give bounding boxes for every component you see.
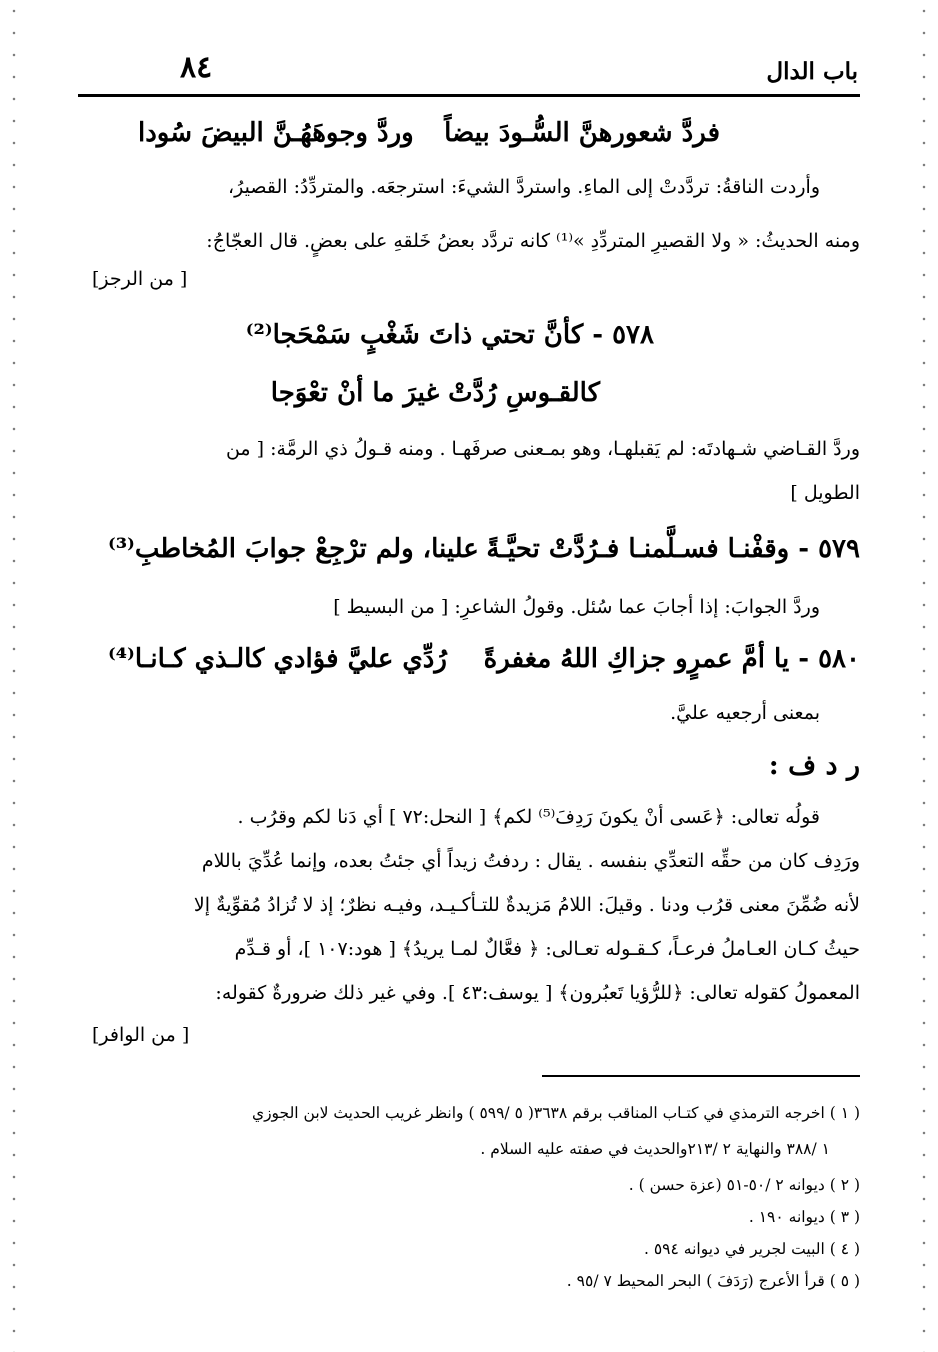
- paragraph-5-meter-label: [ من الوافر]: [92, 1024, 190, 1046]
- paragraph-2-line-2: الطويل ]: [790, 482, 860, 504]
- footnote-rule: [542, 1075, 860, 1077]
- footnote-5: ( ٥ ) قرأ الأعرج (رَدَفَ ) البحر المحيط ٧ /٩٥ .: [566, 1272, 860, 1290]
- header-rule: [78, 94, 860, 97]
- verse-579-right: ٥٧٩ - وقفْنـا فسـلَّمنـا فـرُدَّتْ تحيَّـةً: [486, 534, 860, 564]
- page-number: ٨٤: [180, 50, 213, 85]
- verse-578-line-2: كالقـوسِ رُدَّتْ غيرَ ما أنْ تعْوَجا: [270, 378, 600, 408]
- verse-580-left: رُدِّي عليَّ فؤادي كالـذي كـانـا⁽⁴⁾: [108, 644, 447, 674]
- verse-578-line-1: ٥٧٨ - كأنَّ تحتي ذاتَ شَغْبٍ سَمْحَجا⁽²⁾: [245, 320, 654, 350]
- paragraph-2-line-1: وردَّ القـاضي شـهادتَه: لم يَقبلهـا، وهو بمـعنى صرفَهـا . ومنه قـولُ ذي الرمَّة: [ من: [225, 438, 860, 460]
- paragraph-1-line-1: وأردت الناقةُ: تردَّدتْ إلى الماءِ. واستردَّ الشيءَ: استرجعَه. والمتردِّدُ: القصيرُ،: [228, 176, 820, 198]
- footnote-3: ( ٣ ) ديوانه ١٩٠ .: [748, 1208, 860, 1226]
- paragraph-5-line-2: ورَدِف كان من حقِّه التعدِّي بنفسه . يقال : ردفتُ زيداً أي جئتُ بعده، وإنما عُدِّيَ باللام: [201, 850, 860, 872]
- left-margin-dots: [12, 0, 16, 1352]
- footnote-1-line-2: ١ /٣٨٨ والنهاية ٢ /٢١٣والحديث في صفته عليه السلام .: [480, 1140, 830, 1158]
- paragraph-5-line-3: لأنه ضُمِّنَ معنى قرُب ودنا . وقيلَ: اللامُ مَزيدةٌ للتـأكـيـد، وفيـه نظرٌ؛ إذ لا تُزادُ مُقوِّيةٌ إلا: [193, 894, 860, 916]
- paragraph-5-line-5: المعمولُ كقوله تعالى: ﴿للرُّؤيا تَعبُرون﴾ [ يوسف:٤٣ ]. وفي غير ذلك ضرورةٌ كقوله:: [215, 982, 860, 1004]
- paragraph-5-line-4: حيثُ كـان العـاملُ فرعـاً، كـقـوله تعـالى: ﴿ فعَّالٌ لمـا يريدُ﴾ [ هود:١٠٧ ]، أو قـدِّم: [234, 938, 860, 960]
- opening-verse-left: وردَّ وجوهَهُـنَّ البيضَ سُودا: [138, 118, 414, 148]
- section-heading: ر د ف :: [768, 750, 860, 781]
- footnote-1-line-1: ( ١ ) اخرجه الترمذي في كتـاب المناقب برقم ٣٦٣٨( ٥ /٥٩٩ ) وانظر غريب الحديث لابن الجوزي: [251, 1104, 860, 1122]
- paragraph-3-line-1: وردَّ الجوابَ: إذا أجابَ عما سُئل. وقولُ الشاعرِ: [ من البسيط ]: [333, 596, 820, 618]
- verse-580-right: ٥٨٠ - يا أمَّ عمرٍو جزاكِ اللهُ مغفرةً: [483, 644, 860, 674]
- verse-579-left: علينا، ولم ترْجِعْ جوابَ المُخاطبِ⁽³⁾: [108, 534, 479, 564]
- paragraph-5-line-1: قولُه تعالى: ﴿عَسى أنْ يكونَ رَدِفَ⁽⁵⁾ لكم﴾ [ النحل:٧٢ ] أي دَنا لكم وقرُب .: [237, 806, 820, 828]
- chapter-title: باب الدال: [766, 58, 858, 85]
- footnote-2: ( ٢ ) ديوانه ٢ /٥٠-٥١ (عزة حسن ) .: [628, 1176, 860, 1194]
- meter-label: [ من الرجز]: [92, 268, 188, 290]
- right-margin-dots: [922, 0, 926, 1352]
- opening-verse-right: فردَّ شعورهنَّ السُّـودَ بيضاً: [444, 118, 720, 148]
- paragraph-1-line-2: ومنه الحديثُ: « ولا القصيرِ المتردِّدِ »⁽¹⁾ كانه تردَّد بعضُ خَلقهِ على بعضٍ. قال العجّاجُ:: [206, 230, 860, 252]
- paragraph-4-line-1: بمعنى أرجعيه عليَّ.: [670, 702, 820, 724]
- footnote-4: ( ٤ ) البيت لجرير في ديوانه ٥٩٤ .: [644, 1240, 860, 1258]
